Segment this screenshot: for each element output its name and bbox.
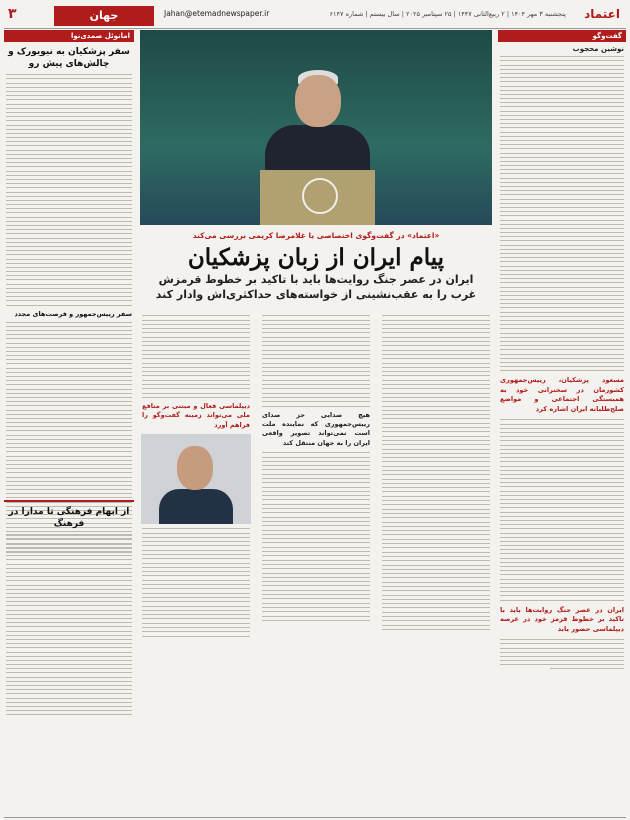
- date-line: پنجشنبه ۳ مهر ۱۴۰۴ | ۲ ربیع‌الثانی ۱۴۴۷ | ۲۵ سپتامبر ۲۰۲۵ | سال بیستم | شماره ۶۱۴۷: [329, 10, 566, 18]
- column-title: از ابهام فرهنگی تا مدارا در فرهنگ: [8, 507, 130, 530]
- main-article: [140, 30, 492, 816]
- pull-quote: دیپلماسی فعال و مبتنی بر منافع ملی می‌تواند زمینه گفت‌وگو را فراهم آورد: [142, 401, 250, 429]
- body-text: [4, 534, 134, 715]
- columnist-tag: امانوئل صمدی‌نوا: [4, 30, 134, 42]
- text-column: [380, 312, 492, 633]
- newspaper-logo: اعتماد: [584, 7, 620, 21]
- second-column-article: [4, 500, 134, 818]
- page-header: [4, 4, 626, 29]
- un-speech-photo: [140, 30, 492, 225]
- pull-quote: ایران در عصر جنگ روایت‌ها باید با تاکید بر خطوط قرمز خود در عرصه دیپلماسی حضور یابد: [500, 605, 624, 633]
- interviewee-portrait: [141, 434, 251, 524]
- body-text: [4, 74, 134, 305]
- text-column: [140, 312, 252, 640]
- pull-quote: مسعود پزشکیان، رییس‌جمهوری کشورمان در سخنرانی خود به همبستگی اجتماعی و مواضع صلح‌طلبانه ایران اشاره کرد: [500, 376, 624, 413]
- deck-line: ایران در عصر جنگ روایت‌ها باید با تاکید بر خطوط قرمزش: [158, 273, 474, 286]
- body-text: [498, 419, 626, 600]
- subheading: سفر رییس‌جمهور و فرصت‌های مجدد: [14, 309, 132, 318]
- footer-rule: [4, 817, 626, 818]
- text-column: [260, 312, 372, 624]
- section-email: Jahan@etemadnewspaper.ir: [164, 9, 270, 18]
- section-label: جهان: [54, 6, 154, 26]
- page-number: ۳: [8, 6, 17, 22]
- interview-tag: گفت‌وگو: [498, 30, 626, 42]
- body-text: [498, 56, 626, 371]
- body-text: [498, 639, 626, 669]
- right-column: [498, 30, 626, 816]
- un-emblem-icon: [302, 178, 338, 214]
- byline: نوشین محجوب: [572, 45, 624, 53]
- kicker: «اعتماد» در گفت‌وگوی اختصاصی با غلامرضا کریمی بررسی می‌کند: [192, 231, 440, 240]
- headline: پیام ایران از زبان پزشکیان: [187, 244, 445, 271]
- deck-line: غرب را به عقب‌نشینی از خواسته‌های حداکثری‌اش وادار کند: [155, 287, 477, 301]
- column-title: سفر پزشکیان به نیویورک و چالش‌های پیش رو: [8, 47, 130, 70]
- left-column: [4, 30, 134, 816]
- pull-quote: هیچ صدایی جز صدای رییس‌جمهوری که نماینده ملت است نمی‌تواند تصویر واقعی ایران را به جهان منتقل کند: [262, 410, 370, 447]
